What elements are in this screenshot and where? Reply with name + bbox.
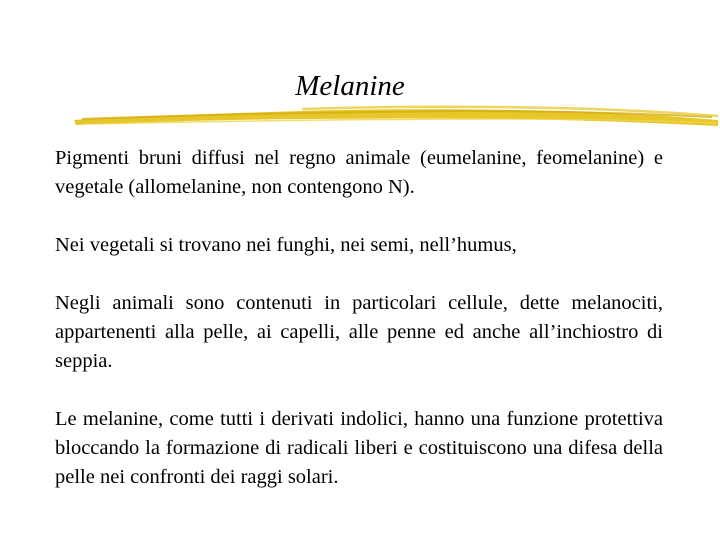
- paragraph-3: Negli animali sono contenuti in particolari cellule, dette melanociti, appartenenti alla pelle, ai capelli, alle penne ed anche all’inchiostro di seppia.: [55, 292, 663, 372]
- paragraph-2: Nei vegetali si trovano nei funghi, nei semi, nell’humus,: [55, 234, 517, 256]
- slide-title: [0, 68, 700, 104]
- title-underline-brushstroke: [72, 100, 720, 134]
- slide-title-text: Melanine: [295, 70, 405, 102]
- paragraph-4: Le melanine, come tutti i derivati indolici, hanno una funzione protettiva bloccando la formazione di radicali liberi e costituiscono una difesa della pelle nei confronti dei raggi solari.: [55, 408, 663, 488]
- slide-body: [55, 144, 663, 521]
- paragraph-1: Pigmenti bruni diffusi nel regno animale (eumelanine, feomelanine) e vegetale (allomelanine, non contengono N).: [55, 147, 663, 198]
